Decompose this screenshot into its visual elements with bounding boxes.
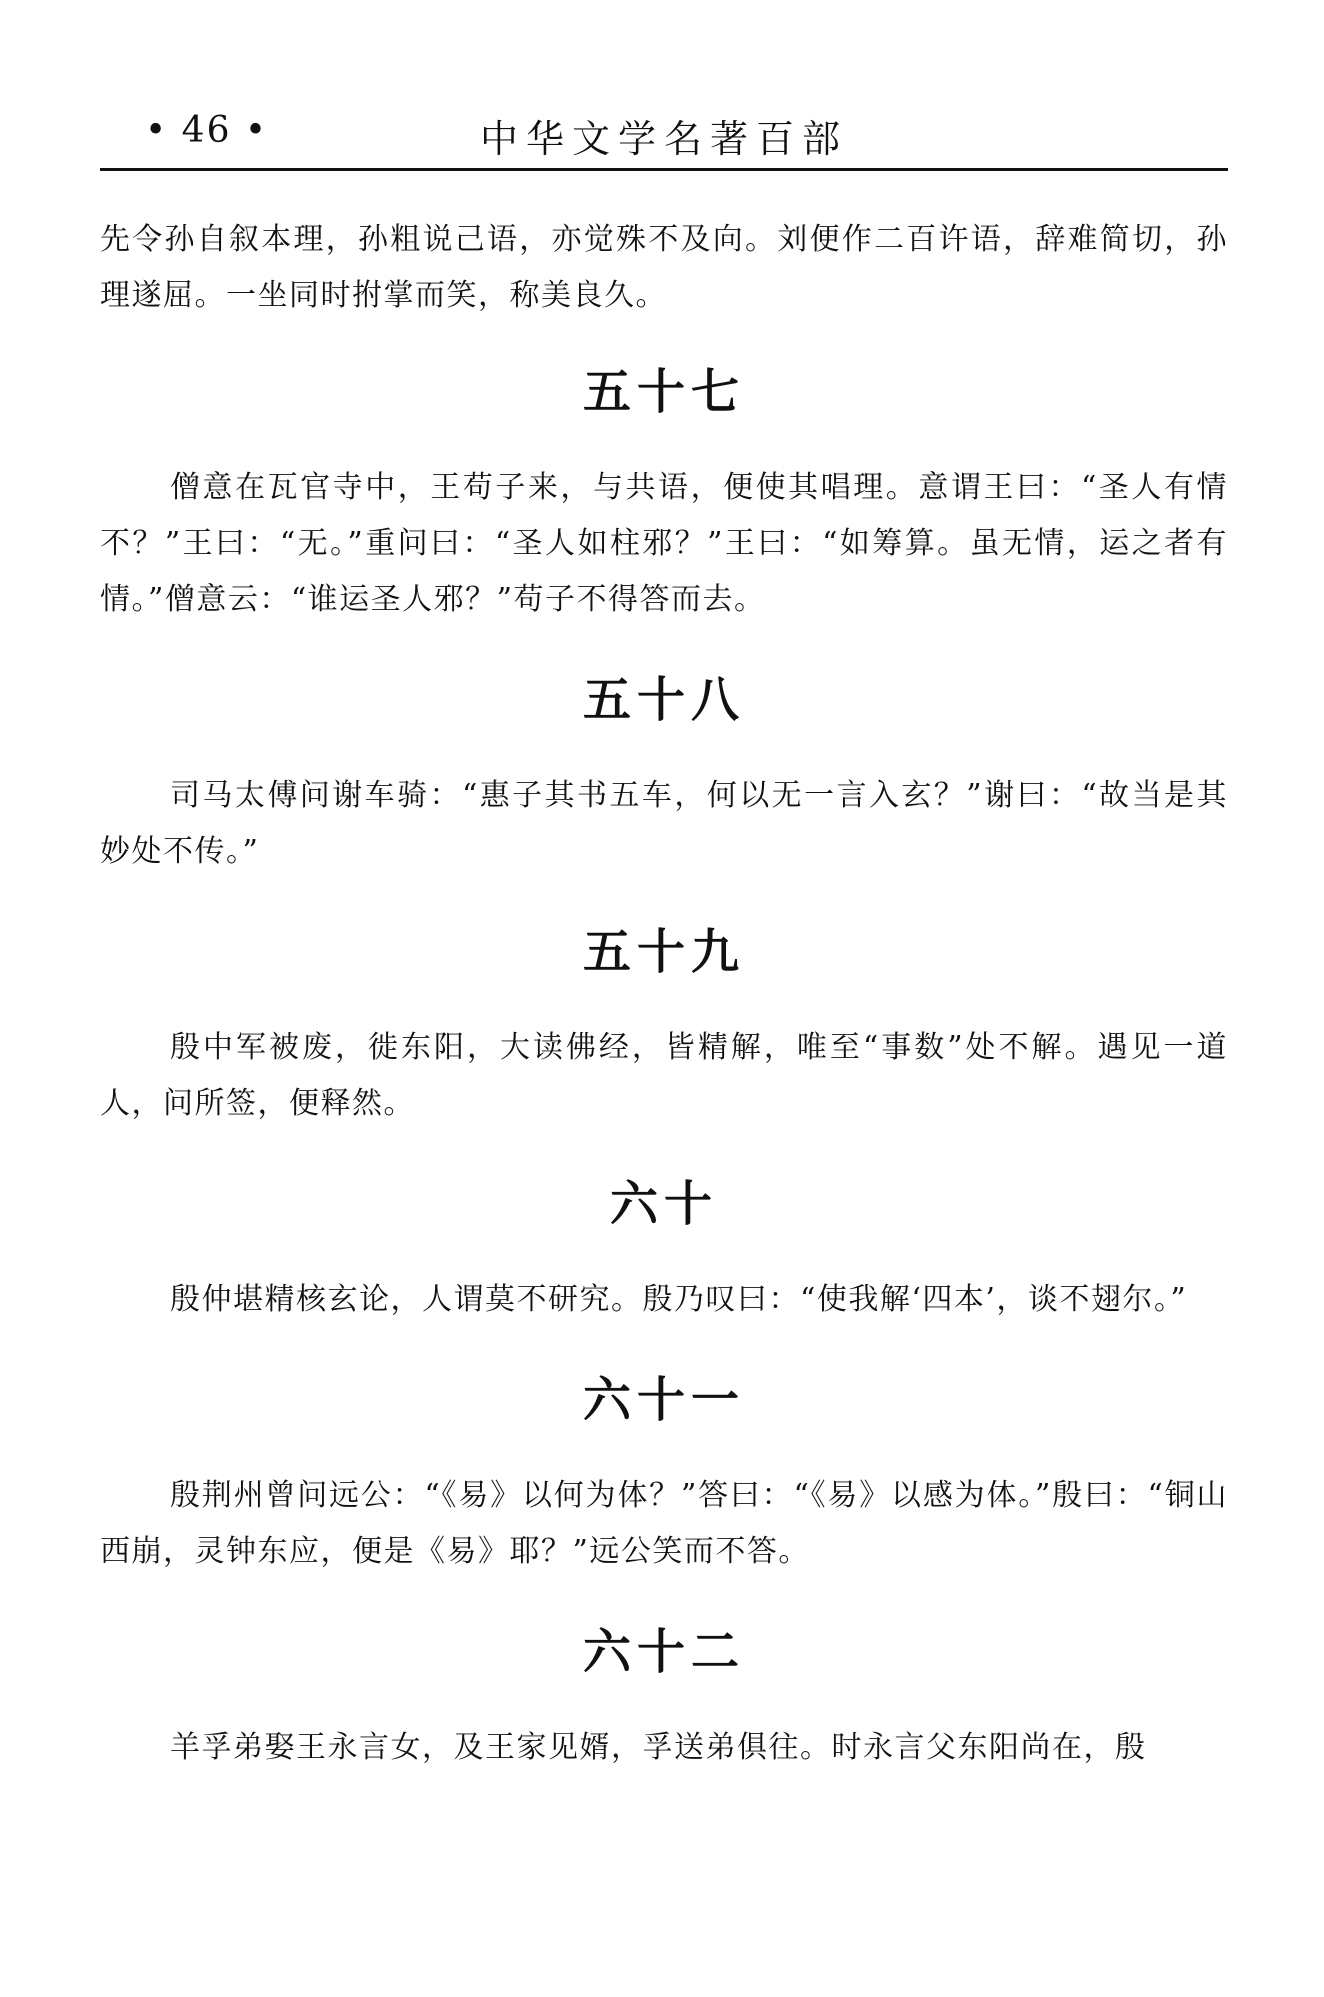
section-text-58: 司马太傅问谢车骑：“惠子其书五车，何以无一言入玄？”谢曰：“故当是其妙处不传。”: [100, 778, 1228, 869]
section-text-61: 殷荆州曾问远公：“《易》以何为体？”答曰：“《易》以感为体。”殷曰：“铜山西崩，灵钟东应，便是《易》耶？”远公笑而不答。: [100, 1478, 1228, 1569]
section-heading-58: 五十八: [582, 672, 745, 728]
section-heading-57: 五十七: [582, 364, 745, 420]
section-text-57: 僧意在瓦官寺中，王苟子来，与共语，便使其唱理。意谓王曰：“圣人有情不？”王曰：“无。”重问曰：“圣人如柱邪？”王曰：“如筹算。虽无情，运之者有情。”僧意云：“谁运圣人邪？”苟子不得答而去。: [100, 470, 1228, 617]
section-heading-61: 六十一: [582, 1372, 745, 1428]
lead-paragraph: 先令孙自叙本理，孙粗说己语，亦觉殊不及向。刘便作二百许语，辞难简切，孙理遂屈。一坐同时拊掌而笑，称美良久。: [100, 222, 1228, 313]
section-heading-62: 六十二: [582, 1624, 745, 1680]
section-text-59: 殷中军被废，徙东阳，大读佛经，皆精解，唯至“事数”处不解。遇见一道人，问所签，便释然。: [100, 1030, 1228, 1121]
section-heading-59: 五十九: [582, 924, 745, 980]
section-heading-60: 六十: [609, 1176, 718, 1232]
book-title: 中华文学名著百部: [479, 117, 848, 161]
section-text-62: 羊孚弟娶王永言女，及王家见婿，孚送弟俱往。时永言父东阳尚在，殷: [170, 1730, 1147, 1765]
page-number: • 46 •: [145, 110, 269, 151]
section-text-60: 殷仲堪精核玄论，人谓莫不研究。殷乃叹曰：“使我解‘四本’，谈不翅尔。”: [170, 1282, 1188, 1317]
book-page: [100, 0, 1228, 1997]
page-content: [100, 212, 1228, 1776]
page-header: [100, 108, 1228, 171]
